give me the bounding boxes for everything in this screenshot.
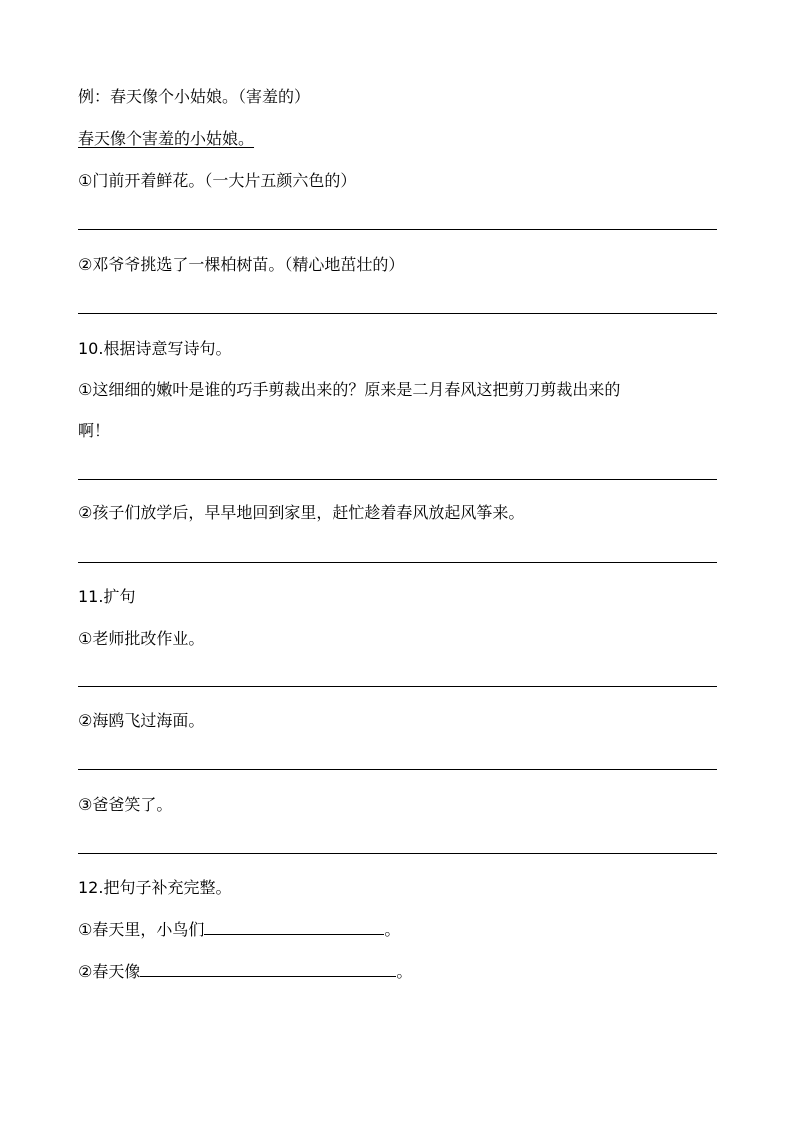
fill-blank[interactable]	[204, 920, 384, 935]
q12-item-1-suffix: 。	[384, 920, 401, 939]
q9-item-2: ②邓爷爷挑选了一棵柏树苗。（精心地茁壮的）	[78, 255, 405, 274]
q12-title: 12.把句子补充完整。	[78, 878, 232, 897]
q10-item-1-line-2: 啊！	[78, 421, 111, 440]
answer-line[interactable]	[78, 686, 717, 687]
answer-line[interactable]	[78, 769, 717, 770]
q12-item-2	[78, 961, 412, 983]
q12-item-2-prefix: ②春天像	[78, 962, 141, 981]
q11-item-2: ②海鸥飞过海面。	[78, 711, 205, 730]
answer-line[interactable]	[78, 313, 717, 314]
example-prompt: 例：春天像个小姑娘。（害羞的）	[78, 87, 311, 106]
q10-item-1-line-1: ①这细细的嫩叶是谁的巧手剪裁出来的？原来是二月春风这把剪刀剪裁出来的	[78, 380, 621, 399]
answer-line[interactable]	[78, 853, 717, 854]
q12-item-1-prefix: ①春天里，小鸟们	[78, 920, 205, 939]
q11-title: 11.扩句	[78, 587, 136, 606]
q11-item-3: ③爸爸笑了。	[78, 795, 173, 814]
q9-item-1: ①门前开着鲜花。（一大片五颜六色的）	[78, 171, 357, 190]
answer-line[interactable]	[78, 229, 717, 230]
example-answer: 春天像个害羞的小姑娘。	[78, 129, 255, 148]
q10-title: 10.根据诗意写诗句。	[78, 339, 232, 358]
q10-item-2: ②孩子们放学后，早早地回到家里，赶忙趁着春风放起风筝来。	[78, 503, 525, 522]
q11-item-1: ①老师批改作业。	[78, 629, 205, 648]
fill-blank[interactable]	[140, 962, 396, 977]
q12-item-1	[78, 919, 400, 941]
q12-item-2-suffix: 。	[396, 962, 413, 981]
answer-line[interactable]	[78, 562, 717, 563]
answer-line[interactable]	[78, 479, 717, 480]
